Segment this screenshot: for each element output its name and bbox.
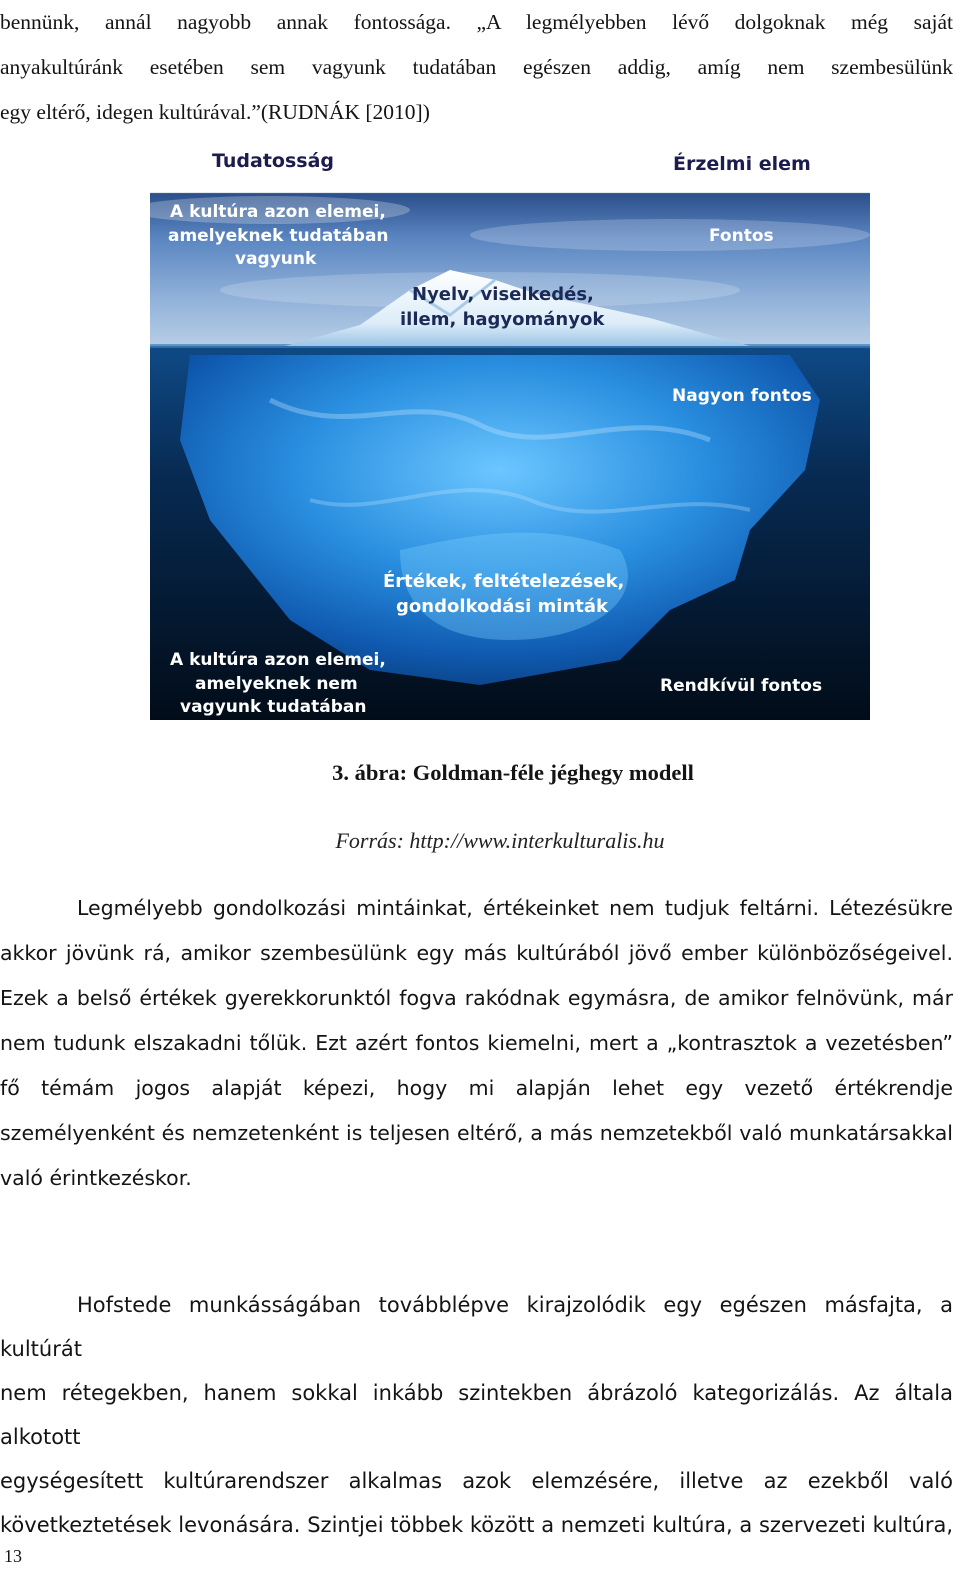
paragraph-line: Hofstede munkásságában továbblépve kirajzolódik egy egészen másfajta, a kultúrát: [0, 1293, 953, 1361]
deep-label-line: Értékek, feltételezések,: [383, 571, 625, 592]
paragraph-line: fő témám jogos alapját képezi, hogy mi alapján lehet egy vezető értékrendje: [0, 1076, 953, 1100]
paragraph-line: akkor jövünk rá, amikor szembesülünk egy más kultúrából jövő ember különbözőségeivel.: [0, 941, 953, 965]
tip-label-line: illem, hagyományok: [400, 309, 605, 330]
left-bottom-label-line: amelyeknek nem: [195, 674, 358, 694]
left-bottom-label-line: vagyunk tudatában: [180, 697, 367, 717]
figure-source: Forrás: http://www.interkulturalis.hu: [335, 828, 665, 853]
right-bottom-label: Rendkívül fontos: [660, 676, 823, 696]
paragraph-line: Ezek a belső értékek gyerekkorunktól fogva rakódnak egymásra, de amikor felnövünk, már: [0, 986, 953, 1010]
paragraph-line: következtetések levonására. Szintjei többek között a nemzeti kultúra, a szervezeti kultúra,: [0, 1513, 953, 1537]
paragraph-line: bennünk, annál nagyobb annak fontossága. „A legmélyebben lévő dolgoknak még saját: [0, 10, 953, 34]
header-right-label: Érzelmi elem: [673, 153, 811, 175]
left-top-label-line: A kultúra azon elemei,: [170, 202, 386, 222]
header-left-label: Tudatosság: [212, 150, 334, 172]
left-top-label-line: amelyeknek tudatában: [168, 226, 389, 246]
paragraph-line: egy eltérő, idegen kultúrával.”(RUDNÁK [2010]): [0, 100, 430, 124]
paragraph-line: való érintkezéskor.: [0, 1166, 192, 1190]
left-top-label-line: vagyunk: [235, 249, 317, 269]
paragraph-line: egységesített kultúrarendszer alkalmas azok elemzésére, illetve az ezekből való: [0, 1469, 953, 1493]
top-paragraph: [0, 0, 953, 135]
body-paragraph-1: [0, 886, 953, 1201]
tip-label-line: Nyelv, viselkedés,: [412, 284, 594, 305]
figure-caption: 3. ábra: Goldman-féle jéghegy modell: [332, 760, 694, 785]
right-top-label: Fontos: [709, 226, 774, 246]
paragraph-line: nem rétegekben, hanem sokkal inkább szintekben ábrázoló kategorizálás. Az általa alkotott: [0, 1381, 953, 1449]
paragraph-line: személyenként és nemzetenként is teljesen eltérő, a más nemzetekből való munkatársakkal: [0, 1121, 953, 1145]
right-middle-label: Nagyon fontos: [672, 386, 812, 406]
iceberg-illustration: [150, 140, 870, 720]
paragraph-line: nem tudunk elszakadni tőlük. Ezt azért fontos kiemelni, mert a „kontrasztok a vezetésben”: [0, 1031, 953, 1055]
deep-label-line: gondolkodási minták: [396, 596, 608, 617]
paragraph-line: Legmélyebb gondolkozási mintáinkat, értékeinket nem tudjuk feltárni. Létezésükre: [77, 896, 953, 920]
iceberg-figure: [150, 140, 870, 720]
paragraph-line: anyakultúránk esetében sem vagyunk tudatában egészen addig, amíg nem szembesülünk: [0, 55, 953, 79]
page-number: 13: [4, 1546, 22, 1566]
body-paragraph-2: [0, 1283, 953, 1547]
left-bottom-label-line: A kultúra azon elemei,: [170, 650, 386, 670]
